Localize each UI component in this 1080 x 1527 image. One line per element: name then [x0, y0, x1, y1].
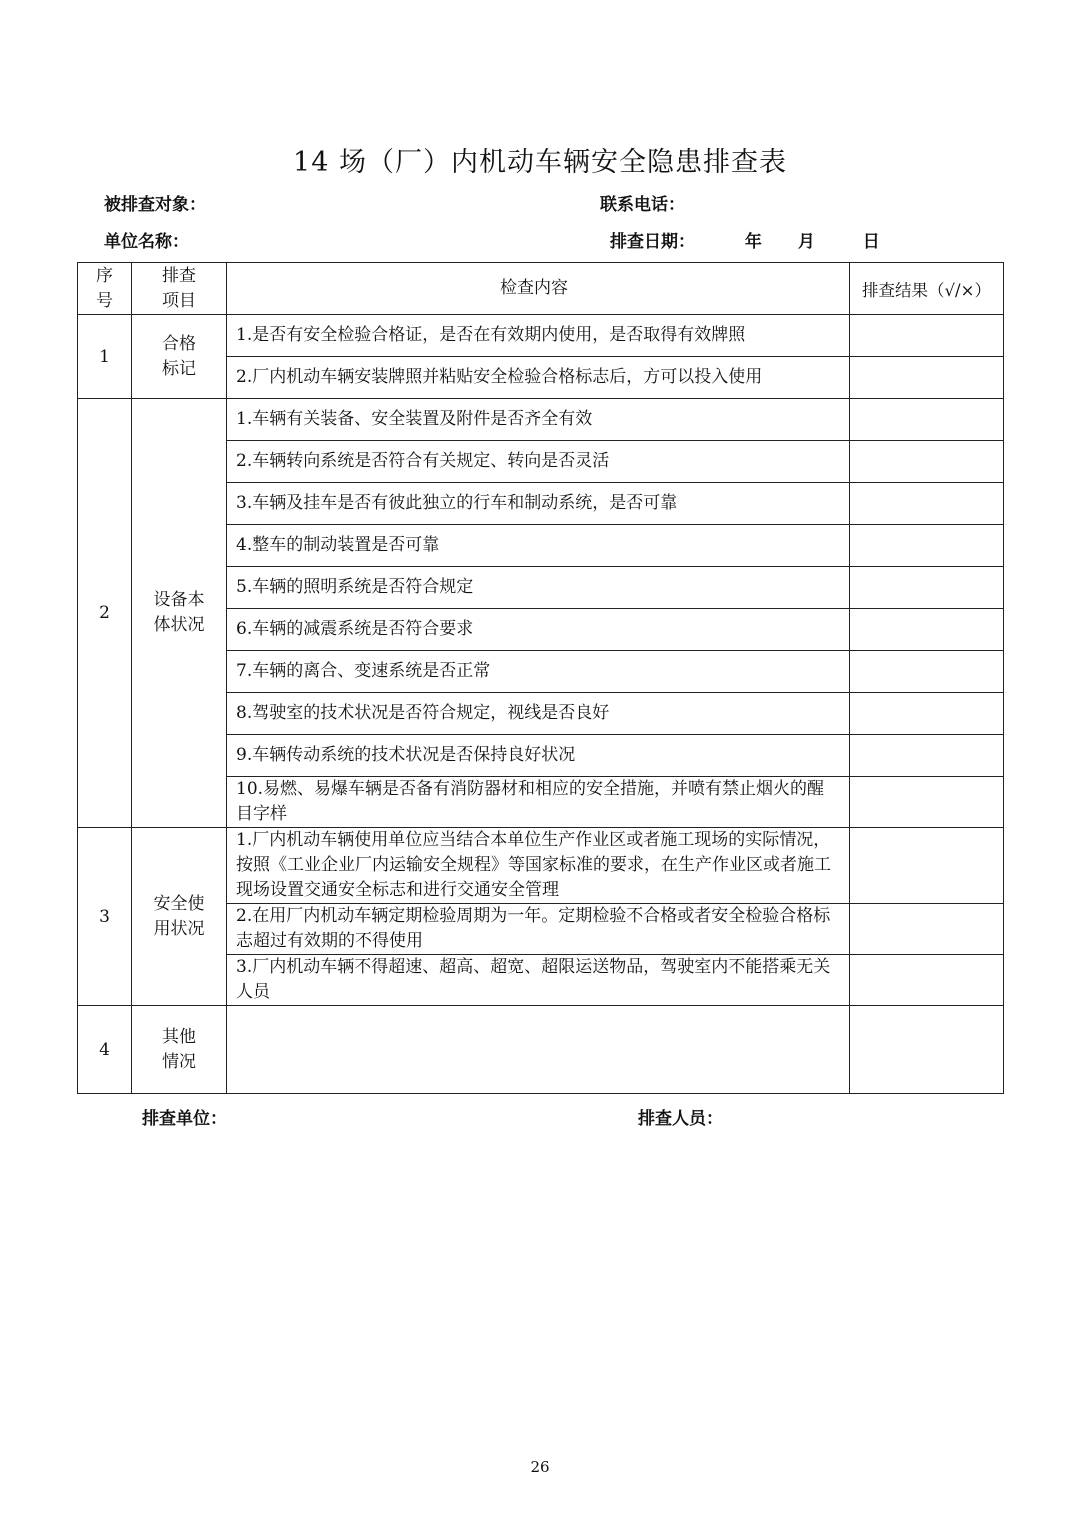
check-content: 2.厂内机动车辆安装牌照并粘贴安全检验合格标志后，方可以投入使用 — [227, 357, 850, 399]
footer-person-label: 排查人员： — [638, 1109, 723, 1129]
result-cell[interactable] — [850, 399, 1004, 441]
result-cell[interactable] — [850, 315, 1004, 357]
target-label: 被排查对象： — [104, 195, 206, 215]
check-content: 4.整车的制动装置是否可靠 — [227, 525, 850, 567]
check-content: 3.车辆及挂车是否有彼此独立的行车和制动系统，是否可靠 — [227, 483, 850, 525]
result-cell[interactable] — [850, 777, 1004, 828]
check-content: 9.车辆传动系统的技术状况是否保持良好状况 — [227, 735, 850, 777]
check-content: 5.车辆的照明系统是否符合规定 — [227, 567, 850, 609]
result-cell[interactable] — [850, 955, 1004, 1006]
check-content: 10.易燃、易爆车辆是否备有消防器材和相应的安全措施，并喷有禁止烟火的醒目字样 — [227, 777, 850, 828]
result-cell[interactable] — [850, 525, 1004, 567]
result-cell[interactable] — [850, 904, 1004, 955]
section-no: 1 — [78, 315, 132, 399]
section-item: 其他 情况 — [132, 1006, 227, 1094]
result-cell[interactable] — [850, 1006, 1004, 1094]
inspection-table — [77, 262, 1004, 1094]
result-cell[interactable] — [850, 609, 1004, 651]
result-cell[interactable] — [850, 693, 1004, 735]
check-content: 3.厂内机动车辆不得超速、超高、超宽、超限运送物品，驾驶室内不能搭乘无关人员 — [227, 955, 850, 1006]
date-field — [610, 227, 880, 252]
header-result: 排查结果（√/×） — [850, 263, 1004, 315]
check-content: 1.厂内机动车辆使用单位应当结合本单位生产作业区或者施工现场的实际情况，按照《工业企业厂内运输安全规程》等国家标准的要求，在生产作业区或者施工现场设置交通安全标志和进行交通安全管理 — [227, 828, 850, 904]
section-no: 4 — [78, 1006, 132, 1094]
result-cell[interactable] — [850, 828, 1004, 904]
table-row — [78, 315, 1004, 357]
table-header-row — [78, 263, 1004, 315]
phone-label: 联系电话： — [600, 195, 685, 215]
check-content: 2.车辆转向系统是否符合有关规定、转向是否灵活 — [227, 441, 850, 483]
table-row — [78, 1006, 1004, 1094]
result-cell[interactable] — [850, 357, 1004, 399]
check-content: 1.是否有安全检验合格证，是否在有效期内使用，是否取得有效牌照 — [227, 315, 850, 357]
result-cell[interactable] — [850, 567, 1004, 609]
month-label: 月 — [797, 232, 815, 252]
header-item: 排查 项目 — [132, 263, 227, 315]
result-cell[interactable] — [850, 735, 1004, 777]
check-content: 6.车辆的减震系统是否符合要求 — [227, 609, 850, 651]
table-row — [78, 399, 1004, 441]
check-content: 8.驾驶室的技术状况是否符合规定，视线是否良好 — [227, 693, 850, 735]
check-content: 2.在用厂内机动车辆定期检验周期为一年。定期检验不合格或者安全检验合格标志超过有效期的不得使用 — [227, 904, 850, 955]
year-label: 年 — [744, 232, 762, 252]
result-cell[interactable] — [850, 651, 1004, 693]
section-item: 安全使 用状况 — [132, 828, 227, 1006]
header-no: 序 号 — [78, 263, 132, 315]
check-content: 1.车辆有关装备、安全装置及附件是否齐全有效 — [227, 399, 850, 441]
date-label: 排查日期： — [610, 232, 695, 252]
check-content: 7.车辆的离合、变速系统是否正常 — [227, 651, 850, 693]
page-number: 26 — [530, 1458, 550, 1476]
header-content: 检查内容 — [227, 263, 850, 315]
section-item: 设备本 体状况 — [132, 399, 227, 828]
section-item: 合格 标记 — [132, 315, 227, 399]
section-no: 3 — [78, 828, 132, 1006]
result-cell[interactable] — [850, 483, 1004, 525]
unit-label: 单位名称： — [104, 232, 189, 252]
check-content[interactable] — [227, 1006, 850, 1094]
page-title: 14 场（厂）内机动车辆安全隐患排查表 — [293, 147, 787, 178]
day-label: 日 — [862, 232, 880, 252]
table-row — [78, 828, 1004, 904]
section-no: 2 — [78, 399, 132, 828]
footer-unit-label: 排查单位： — [142, 1109, 227, 1129]
result-cell[interactable] — [850, 441, 1004, 483]
